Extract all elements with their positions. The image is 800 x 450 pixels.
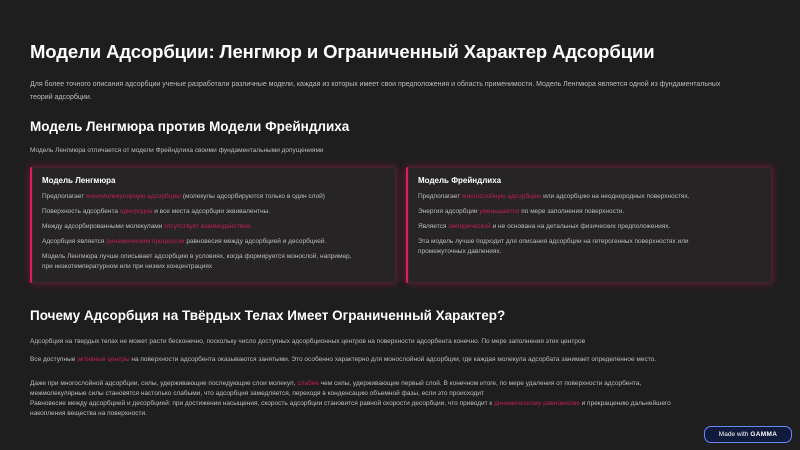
slide-content	[30, 40, 772, 419]
paragraph	[30, 355, 772, 365]
text: равновесия между адсорбцией и десорбцией.	[186, 238, 327, 245]
text: на поверхности адсорбента оказываются занятыми. Это особенно характерно для монослойной адсорбции, где каждая молекула адсорбата занимает определенное место.	[131, 356, 657, 363]
card-title: Модель Ленгмюра	[42, 176, 116, 185]
text: Равновесие между адсорбцией и десорбцией: при достижении насыщения, скорость адсорбции становится равной скорости десорбции, что приводит к	[30, 400, 493, 407]
paragraph	[30, 379, 772, 399]
section-heading-limited: Почему Адсорбция на Твёрдых Телах Имеет Ограниченный Характер?	[30, 308, 506, 323]
badge-brand: GAMMA	[750, 431, 778, 438]
section-heading-models: Модель Ленгмюра против Модели Фрейндлиха	[30, 119, 350, 134]
text: по мере заполнения поверхности.	[521, 208, 625, 215]
card-line	[42, 222, 386, 232]
card-line: Модель Ленгмюра лучше описывает адсорбцию в условиях, когда формируется монослой, например,	[42, 253, 352, 260]
highlight-text: динамическому равновесию	[494, 400, 580, 407]
highlight-text: эмпирической	[448, 223, 491, 230]
text: и прекращению дальнейшего	[581, 400, 671, 407]
made-with-gamma-badge[interactable]	[704, 426, 792, 443]
text: Является	[418, 223, 447, 230]
intro-line-2: теорий адсорбции.	[30, 94, 92, 101]
text: чем силы, удерживающие первый слой. В конечном итоге, по мере удаления от поверхности адсорбента,	[320, 380, 642, 387]
highlight-text: отсутствует взаимодействие.	[164, 223, 253, 230]
card-line	[418, 222, 762, 232]
card-line: Эта модель лучше подходит для описания адсорбции на гетерогенных поверхностях или	[418, 238, 689, 245]
text: межмолекулярные силы становятся настолько слабыми, что адсорбция замедляется, переходя в конденсацию объемной фазы, если это происходит	[30, 390, 484, 397]
highlight-text: однородна	[119, 208, 153, 215]
comparison-cards	[30, 167, 772, 283]
highlight-text: динамическим процессом	[106, 238, 185, 245]
intro-paragraph	[30, 78, 772, 104]
badge-prefix: Made with	[718, 431, 749, 438]
text: и все места адсорбции эквивалентны.	[154, 208, 271, 215]
card-title: Модель Фрейндлиха	[418, 176, 502, 185]
text: Даже при многослойной адсорбции, силы, удерживающие последующие слои молекул,	[30, 380, 296, 387]
highlight-text: активные центры	[77, 356, 130, 363]
card-line	[418, 192, 762, 202]
text: Адсорбция является	[42, 238, 105, 245]
text: накопления вещества на поверхности.	[30, 410, 147, 417]
text: (молекулы адсорбируются только в один слой)	[182, 193, 325, 200]
highlight-text: многослойную адсорбцию	[461, 193, 542, 200]
text: Предполагает	[418, 193, 461, 200]
card-line: промежуточных давлениях.	[418, 248, 502, 255]
freundlich-card	[406, 167, 772, 283]
intro-line-1: Для более точного описания адсорбции ученые разработали различные модели, каждая из которых имеет свои предположения и область применимости. Модель Ленгмюра является одной из фундаментальных	[30, 81, 721, 88]
text: Между адсорбированными молекулами	[42, 223, 163, 230]
text: Энергия адсорбции	[418, 208, 478, 215]
highlight-text: мономолекулярную адсорбцию	[85, 193, 182, 200]
text: Поверхность адсорбента	[42, 208, 119, 215]
card-line	[418, 207, 762, 217]
highlight-text: слабее	[297, 380, 319, 387]
card-line	[42, 237, 386, 247]
card-line: при низкотемпературном или при низких концентрациях	[42, 263, 213, 270]
card-line	[42, 192, 386, 202]
text: и не основана на детальных физических предположениях.	[492, 223, 671, 230]
card-line	[42, 207, 386, 217]
text: или адсорбцию на неоднородных поверхностях.	[543, 193, 690, 200]
page-title: Модели Адсорбции: Ленгмюр и Ограниченный Характер Адсорбции	[30, 41, 655, 62]
text: Предполагает	[42, 193, 85, 200]
text: Все доступные	[30, 356, 76, 363]
highlight-text: уменьшается	[479, 208, 520, 215]
section-subtitle: Модель Ленгмюра отличается от модели Фрейндлиха своими фундаментальными допущениями	[30, 147, 324, 154]
paragraph	[30, 399, 772, 419]
langmuir-card	[30, 167, 396, 283]
paragraph: Адсорбция на твердых телах не может расти бесконечно, поскольку число доступных адсорбционных центров на поверхности адсорбента конечно. По мере заполнения этих центров	[30, 338, 586, 345]
